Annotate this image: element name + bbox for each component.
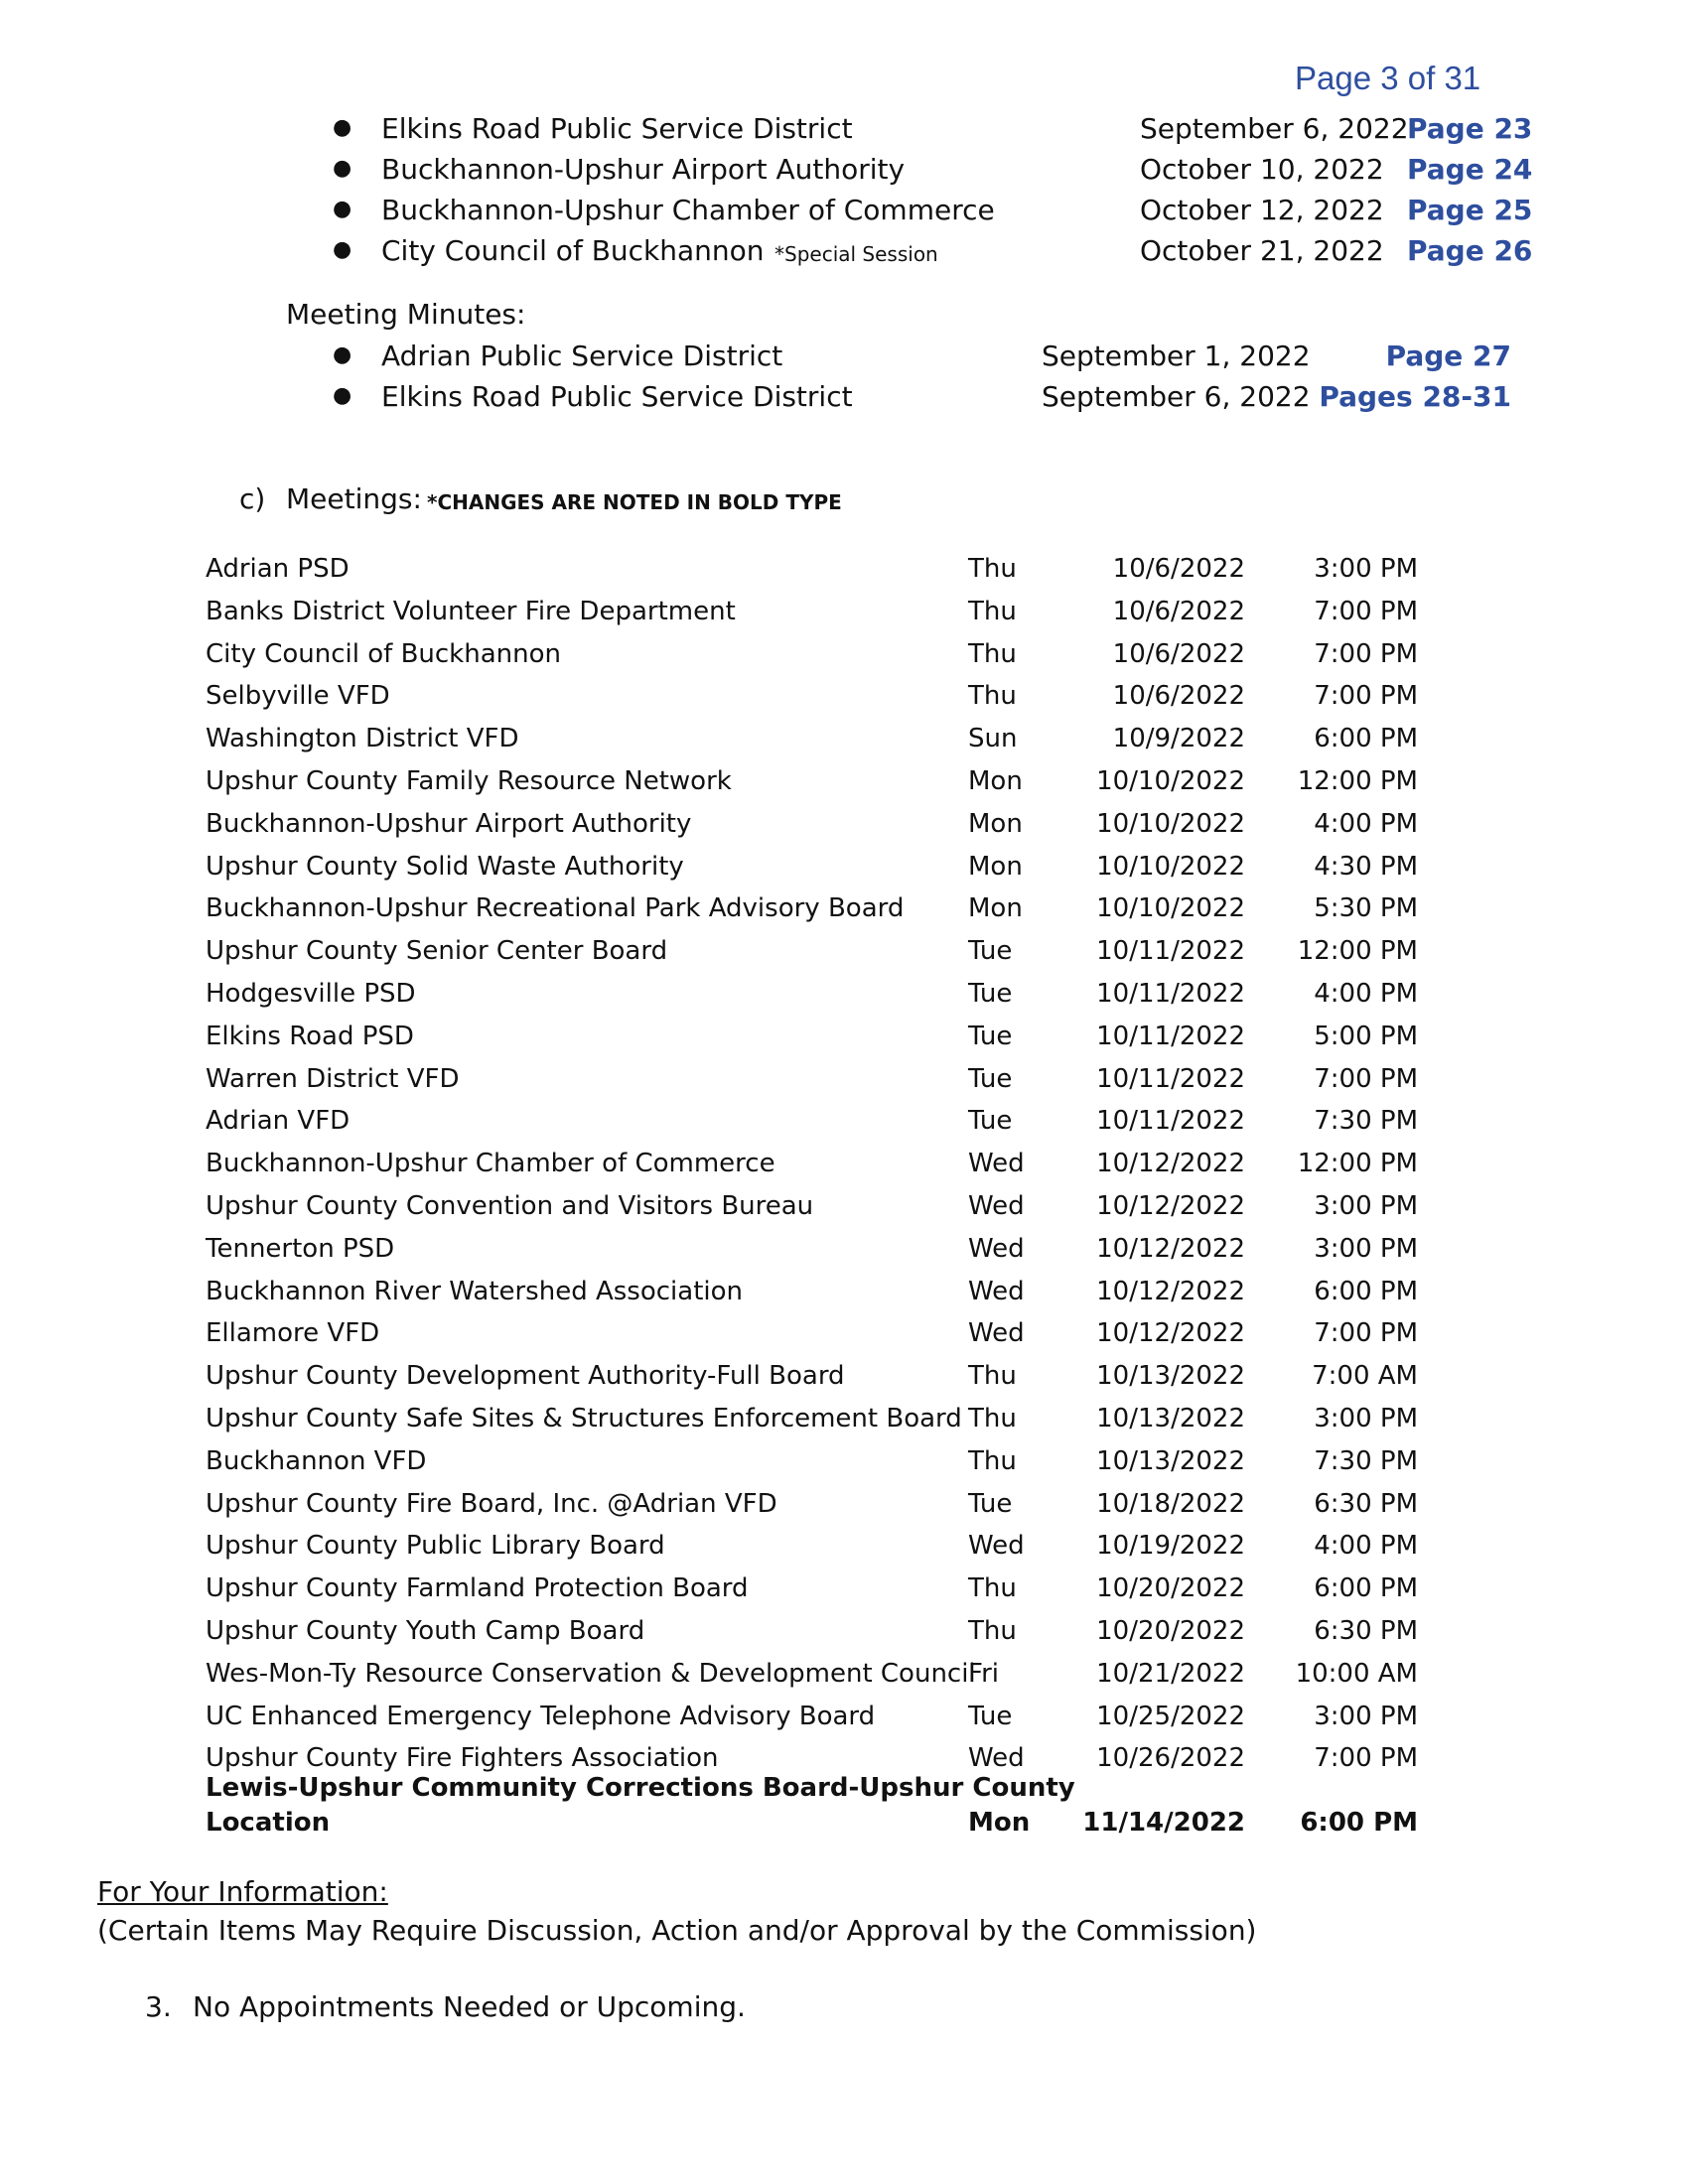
meeting-name: Buckhannon River Watershed Association — [206, 1276, 743, 1306]
meeting-day: Tue — [968, 1063, 1013, 1094]
meeting-day: Mon — [968, 766, 1023, 796]
bold-row-time: 6:00 PM — [1300, 1808, 1418, 1838]
minutes-name: Elkins Road Public Service District — [381, 380, 853, 413]
meeting-time: 7:00 PM — [1314, 1063, 1418, 1094]
meeting-day: Wed — [968, 1276, 1025, 1306]
meeting-time: 7:30 PM — [1314, 1106, 1418, 1137]
meeting-time: 7:30 PM — [1314, 1445, 1418, 1476]
meeting-time: 7:00 PM — [1314, 638, 1418, 669]
meeting-date: 10/12/2022 — [1096, 1149, 1245, 1179]
meeting-time: 4:00 PM — [1314, 808, 1418, 839]
meeting-time: 6:00 PM — [1314, 724, 1418, 754]
meeting-day: Wed — [968, 1531, 1025, 1562]
meeting-date: 10/6/2022 — [1112, 596, 1245, 626]
meeting-date: 10/20/2022 — [1096, 1616, 1245, 1646]
meeting-time: 4:30 PM — [1314, 851, 1418, 882]
meeting-time: 12:00 PM — [1297, 766, 1418, 796]
meeting-name: Adrian VFD — [206, 1106, 351, 1137]
meeting-time: 6:00 PM — [1314, 1276, 1418, 1306]
meeting-time: 7:00 PM — [1314, 1743, 1418, 1774]
meeting-time: 5:00 PM — [1314, 1021, 1418, 1051]
meeting-time: 4:00 PM — [1314, 1531, 1418, 1562]
report-date: October 21, 2022 — [1140, 234, 1384, 267]
meeting-day: Wed — [968, 1233, 1025, 1264]
meeting-date: 10/6/2022 — [1112, 681, 1245, 712]
meeting-date: 10/9/2022 — [1112, 724, 1245, 754]
meeting-name: Upshur County Fire Fighters Association — [206, 1743, 719, 1774]
page-number: Page 3 of 31 — [1295, 60, 1481, 96]
meetings-heading: Meetings: — [286, 482, 422, 515]
meeting-date: 10/10/2022 — [1096, 893, 1245, 924]
meeting-name: Wes-Mon-Ty Resource Conservation & Development Council — [206, 1658, 976, 1689]
meeting-day: Sun — [968, 724, 1018, 754]
meeting-name: Hodgesville PSD — [206, 979, 416, 1009]
meeting-date: 10/13/2022 — [1096, 1404, 1245, 1433]
meeting-date: 10/21/2022 — [1096, 1658, 1245, 1689]
meeting-time: 12:00 PM — [1297, 1149, 1418, 1179]
meeting-day: Thu — [968, 1361, 1017, 1392]
meeting-time: 6:30 PM — [1314, 1488, 1418, 1519]
meeting-day: Thu — [968, 1616, 1017, 1646]
minutes-page-ref: Pages 28-31 — [1319, 380, 1511, 413]
meeting-time: 7:00 AM — [1312, 1361, 1418, 1392]
meeting-date: 10/11/2022 — [1096, 1021, 1245, 1051]
report-name: Elkins Road Public Service District — [381, 112, 853, 145]
meeting-name: Buckhannon-Upshur Airport Authority — [206, 808, 692, 839]
meeting-time: 5:30 PM — [1314, 893, 1418, 924]
meeting-date: 10/10/2022 — [1096, 808, 1245, 839]
meeting-day: Thu — [968, 1573, 1017, 1604]
meeting-date: 10/12/2022 — [1096, 1233, 1245, 1264]
meeting-date: 10/6/2022 — [1112, 638, 1245, 669]
meeting-day: Tue — [968, 1021, 1013, 1051]
meeting-time: 3:00 PM — [1314, 1233, 1418, 1264]
meeting-date: 10/19/2022 — [1096, 1531, 1245, 1562]
minutes-date: September 6, 2022 — [1042, 380, 1311, 413]
report-page-ref: Page 24 — [1407, 153, 1533, 186]
fyi-heading: For Your Information: — [97, 1875, 388, 1908]
meeting-date: 10/11/2022 — [1096, 936, 1245, 967]
fyi-subheading: (Certain Items May Require Discussion, Action and/or Approval by the Commission) — [97, 1914, 1257, 1947]
item-3-text: No Appointments Needed or Upcoming. — [193, 1990, 746, 2023]
meeting-name: Upshur County Youth Camp Board — [206, 1616, 645, 1646]
meeting-name: Adrian PSD — [206, 554, 350, 584]
bullet-icon: ● — [333, 156, 352, 181]
meeting-name: Ellamore VFD — [206, 1318, 380, 1349]
meeting-date: 10/12/2022 — [1096, 1191, 1245, 1221]
meeting-day: Tue — [968, 1701, 1013, 1731]
meeting-day: Thu — [968, 1445, 1017, 1476]
meeting-date: 10/10/2022 — [1096, 766, 1245, 796]
report-name: Buckhannon-Upshur Airport Authority — [381, 153, 906, 186]
meeting-name: Upshur County Convention and Visitors Bureau — [206, 1191, 814, 1221]
meeting-day: Tue — [968, 936, 1013, 967]
meeting-time: 3:00 PM — [1314, 1701, 1418, 1731]
meeting-date: 10/12/2022 — [1096, 1276, 1245, 1306]
meeting-date: 10/6/2022 — [1112, 554, 1245, 584]
report-note: *Special Session — [774, 242, 938, 266]
bullet-icon: ● — [333, 342, 352, 367]
meeting-name: Buckhannon VFD — [206, 1445, 427, 1476]
bold-row-date: 11/14/2022 — [1082, 1808, 1245, 1838]
report-date: October 12, 2022 — [1140, 194, 1384, 226]
minutes-date: September 1, 2022 — [1042, 340, 1311, 372]
meeting-day: Fri — [968, 1658, 999, 1689]
meeting-name: Selbyville VFD — [206, 681, 390, 712]
meeting-name: Buckhannon-Upshur Chamber of Commerce — [206, 1149, 775, 1179]
meeting-time: 7:00 PM — [1314, 1318, 1418, 1349]
meeting-day: Tue — [968, 1488, 1013, 1519]
meeting-name: Washington District VFD — [206, 724, 519, 754]
meeting-time: 4:00 PM — [1314, 979, 1418, 1009]
bullet-icon: ● — [333, 197, 352, 221]
report-page-ref: Page 25 — [1407, 194, 1533, 226]
meetings-note: *CHANGES ARE NOTED IN BOLD TYPE — [427, 490, 842, 514]
bold-row-name-line1: Lewis-Upshur Community Corrections Board-Upshur County — [206, 1773, 1075, 1803]
meeting-date: 10/25/2022 — [1096, 1701, 1245, 1731]
minutes-page-ref: Page 27 — [1385, 340, 1511, 372]
meeting-date: 10/13/2022 — [1096, 1445, 1245, 1476]
report-page-ref: Page 26 — [1407, 234, 1533, 267]
meeting-day: Thu — [968, 554, 1017, 584]
meeting-name: Upshur County Solid Waste Authority — [206, 851, 684, 882]
meeting-date: 10/11/2022 — [1096, 1106, 1245, 1137]
meeting-date: 10/12/2022 — [1096, 1318, 1245, 1349]
meeting-day: Wed — [968, 1149, 1025, 1179]
meeting-time: 7:00 PM — [1314, 596, 1418, 626]
meeting-day: Wed — [968, 1191, 1025, 1221]
meeting-day: Thu — [968, 638, 1017, 669]
meeting-date: 10/26/2022 — [1096, 1743, 1245, 1774]
report-name: Buckhannon-Upshur Chamber of Commerce — [381, 194, 995, 226]
meeting-day: Thu — [968, 596, 1017, 626]
meeting-day: Wed — [968, 1743, 1025, 1774]
meeting-time: 3:00 PM — [1314, 554, 1418, 584]
meeting-time: 6:30 PM — [1314, 1616, 1418, 1646]
bold-row-name-line2: Location — [206, 1808, 331, 1838]
meeting-day: Tue — [968, 979, 1013, 1009]
meeting-day: Thu — [968, 1404, 1017, 1433]
meeting-day: Mon — [968, 893, 1023, 924]
minutes-name: Adrian Public Service District — [381, 340, 783, 372]
meeting-date: 10/20/2022 — [1096, 1573, 1245, 1604]
meeting-time: 3:00 PM — [1314, 1404, 1418, 1433]
meeting-day: Mon — [968, 851, 1023, 882]
meeting-name: City Council of Buckhannon — [206, 638, 561, 669]
minutes-heading: Meeting Minutes: — [286, 298, 526, 331]
meeting-date: 10/18/2022 — [1096, 1488, 1245, 1519]
meeting-name: Upshur County Fire Board, Inc. @Adrian VFD — [206, 1488, 777, 1519]
meeting-date: 10/11/2022 — [1096, 979, 1245, 1009]
meeting-date: 10/13/2022 — [1096, 1361, 1245, 1392]
meeting-time: 12:00 PM — [1297, 936, 1418, 967]
meeting-name: Upshur County Family Resource Network — [206, 766, 732, 796]
meeting-name: Upshur County Farmland Protection Board — [206, 1573, 749, 1604]
bullet-icon: ● — [333, 115, 352, 140]
meeting-day: Thu — [968, 681, 1017, 712]
meeting-name: Upshur County Senior Center Board — [206, 936, 668, 967]
meeting-time: 7:00 PM — [1314, 681, 1418, 712]
meeting-date: 10/11/2022 — [1096, 1063, 1245, 1094]
meeting-name: Upshur County Safe Sites & Structures Enforcement Board — [206, 1404, 962, 1433]
meeting-name: Warren District VFD — [206, 1063, 460, 1094]
meeting-name: Buckhannon-Upshur Recreational Park Advisory Board — [206, 893, 905, 924]
report-page-ref: Page 23 — [1407, 112, 1533, 145]
meeting-date: 10/10/2022 — [1096, 851, 1245, 882]
bullet-icon: ● — [333, 237, 352, 262]
meeting-day: Mon — [968, 808, 1023, 839]
meeting-time: 6:00 PM — [1314, 1573, 1418, 1604]
report-date: September 6, 2022 — [1140, 112, 1409, 145]
meeting-name: Tennerton PSD — [206, 1233, 395, 1264]
meeting-day: Wed — [968, 1318, 1025, 1349]
meeting-name: Upshur County Development Authority-Full Board — [206, 1361, 845, 1392]
meeting-name: Upshur County Public Library Board — [206, 1531, 665, 1562]
meeting-day: Tue — [968, 1106, 1013, 1137]
meeting-name: UC Enhanced Emergency Telephone Advisory Board — [206, 1701, 876, 1731]
meeting-time: 10:00 AM — [1295, 1658, 1418, 1689]
meeting-time: 3:00 PM — [1314, 1191, 1418, 1221]
item-3-number: 3. — [145, 1990, 172, 2023]
meetings-label: c) — [239, 482, 266, 515]
bullet-icon: ● — [333, 383, 352, 408]
report-date: October 10, 2022 — [1140, 153, 1384, 186]
report-name: City Council of Buckhannon — [381, 234, 765, 267]
meeting-name: Banks District Volunteer Fire Department — [206, 596, 736, 626]
meeting-name: Elkins Road PSD — [206, 1021, 414, 1051]
bold-row-day: Mon — [968, 1808, 1031, 1838]
